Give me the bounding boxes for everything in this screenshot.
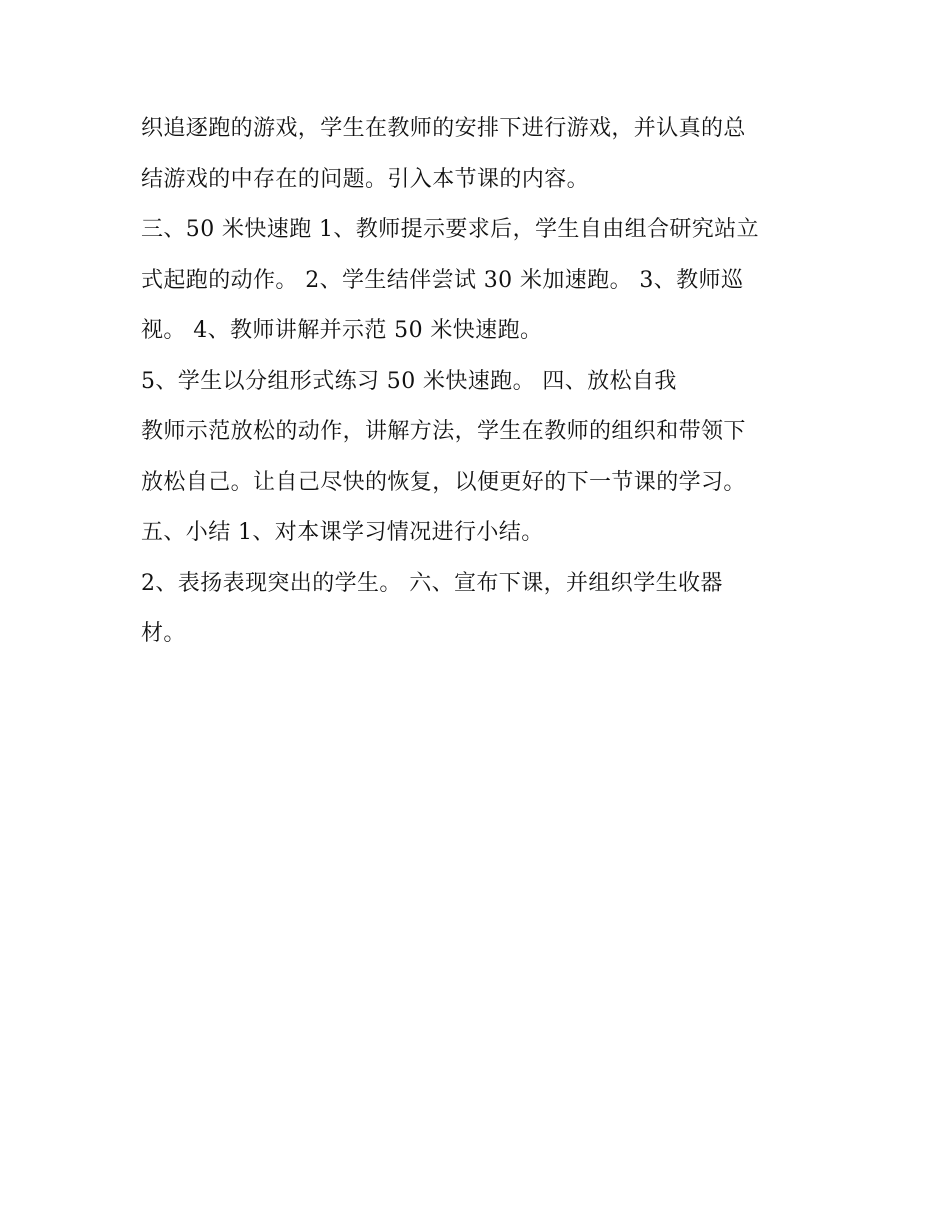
text-line: 材。 <box>141 621 186 646</box>
text-line: 织追逐跑的游戏，学生在教师的安排下进行游戏，并认真的总 <box>141 116 746 141</box>
text-line: 结游戏的中存在的问题。引入本节课的内容。 <box>141 166 590 192</box>
text-line: 三、50 米快速跑 1、教师提示要求后，学生自由组合研究站立 <box>141 217 759 242</box>
text-line: 教师示范放松的动作，讲解方法，学生在教师的组织和带领下 <box>141 419 746 444</box>
text-line: 式起跑的动作。 2、学生结伴尝试 30 米加速跑。 3、教师巡 <box>141 267 744 293</box>
document-body <box>141 104 821 660</box>
text-line: 2、表扬表现突出的学生。 六、宣布下课，并组织学生收器 <box>141 570 723 596</box>
text-line: 五、小结 1、对本课学习情况进行小结。 <box>141 520 544 545</box>
text-line: 放松自己。让自己尽快的恢复，以便更好的下一节课的学习。 <box>141 469 746 495</box>
text-line: 视。 4、教师讲解并示范 50 米快速跑。 <box>141 318 543 343</box>
text-line: 5、学生以分组形式练习 50 米快速跑。 四、放松自我 <box>141 368 677 394</box>
